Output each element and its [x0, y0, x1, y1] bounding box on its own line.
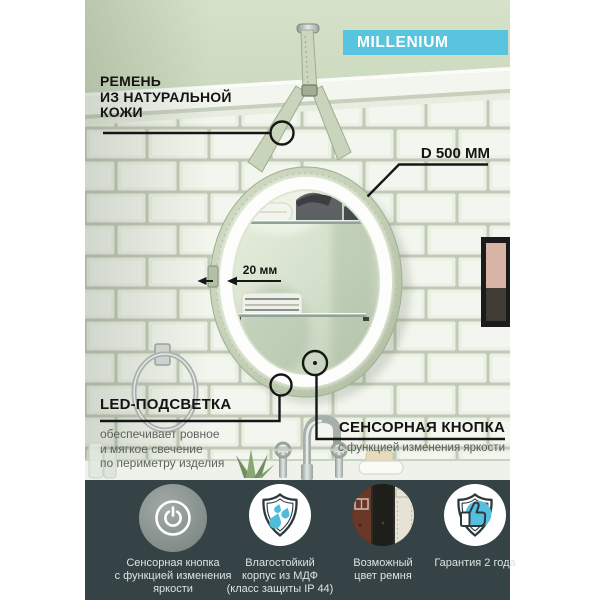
led-title: LED-ПОДСВЕТКА	[100, 396, 232, 413]
strap-callout-line3: КОЖИ	[100, 104, 143, 120]
sensor-title: СЕНСОРНАЯ КНОПКА	[338, 419, 505, 436]
feature-caption	[353, 557, 412, 583]
brand-banner: MILLENIUM	[343, 30, 508, 55]
led-subtitle-line1: обеспечивает ровное	[100, 427, 220, 441]
strap-callout-line2: ИЗ НАТУРАЛЬНОЙ	[100, 88, 232, 105]
rim-width-label: 20 мм	[242, 263, 278, 277]
caption-line: Сенсорная кнопка	[126, 557, 220, 569]
sensor-dot	[312, 360, 318, 366]
feature-warranty	[413, 480, 537, 570]
strap-colors-photo	[351, 483, 415, 547]
feature-caption	[227, 557, 334, 596]
diameter-label: D 500 ММ	[420, 145, 490, 162]
feature-caption	[115, 557, 232, 596]
feature-caption	[434, 557, 515, 570]
caption-line: корпус из МДФ	[241, 570, 319, 582]
strap-callout-line1: РЕМЕНЬ	[100, 73, 162, 89]
caption-line: яркости	[153, 583, 193, 595]
strap-callout-label	[100, 74, 232, 121]
led-subtitle-line2: и мягкое свечение	[100, 441, 203, 456]
led-subtitle	[100, 427, 224, 471]
caption-line: Возможный	[353, 557, 413, 569]
shield-thumbsup-icon	[443, 483, 507, 547]
caption-line: Влагостойкий	[245, 557, 315, 569]
led-subtitle-line3: по периметру изделия	[100, 456, 225, 470]
power-button-icon	[138, 483, 208, 553]
shield-waterdrops-icon	[248, 483, 312, 547]
caption-line: цвет ремня	[354, 570, 412, 582]
caption-line: (класс защиты IP 44)	[226, 583, 334, 595]
strap-buckle	[208, 266, 218, 287]
picture-frame	[481, 237, 510, 327]
feature-band	[85, 480, 516, 600]
sensor-subtitle: с функцией изменения яркости	[338, 442, 505, 454]
caption-line: с функцией изменения	[114, 570, 232, 582]
feature-touch-button	[111, 480, 235, 596]
caption-line: Гарантия 2 года	[434, 557, 516, 569]
